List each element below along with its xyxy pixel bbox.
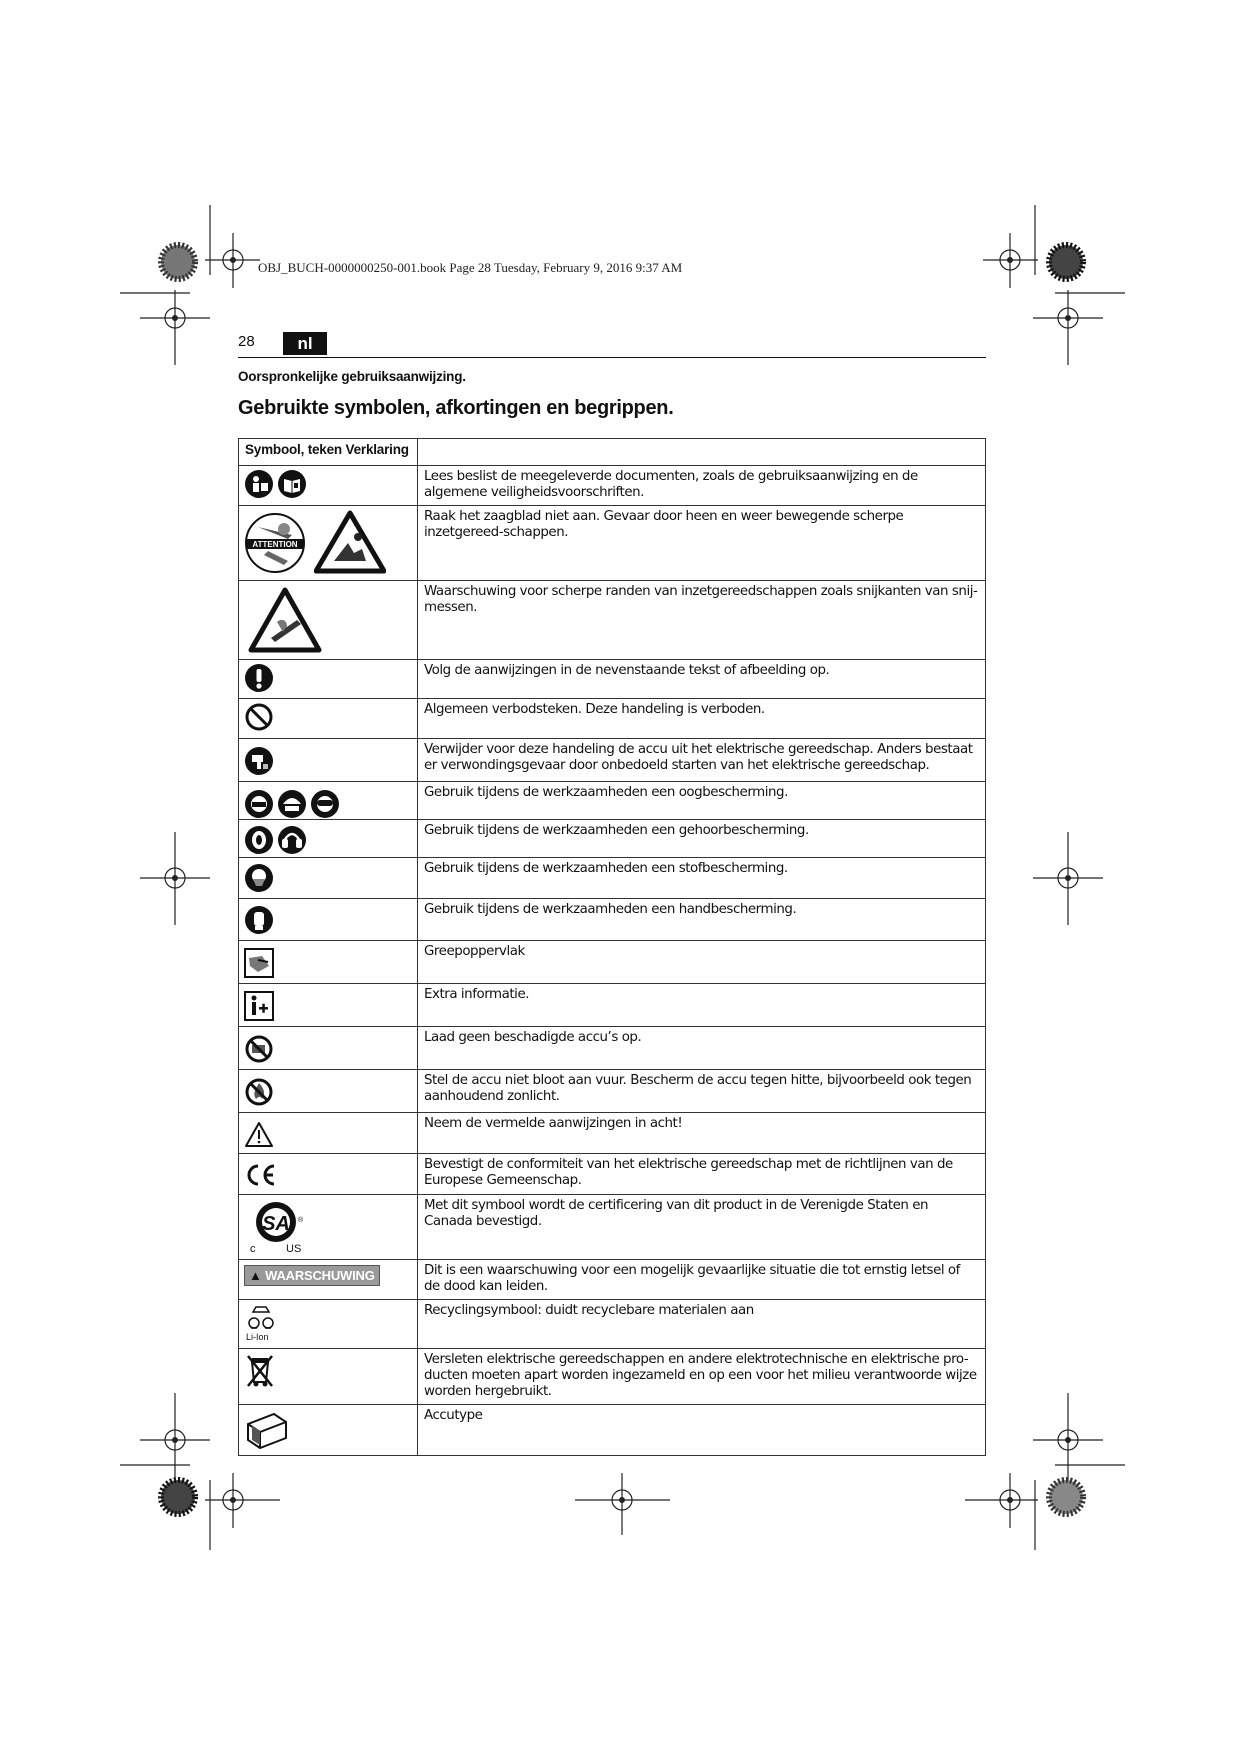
table-row: [239, 466, 986, 506]
no-fire-battery-icon: [244, 1077, 274, 1107]
symbol-cell: [239, 1260, 418, 1300]
description-cell: Dit is een waarschuwing voor een mogelijk gevaarlijke situatie die tot ernstig letsel of de dood kan leiden.: [418, 1260, 986, 1300]
symbol-cell: [239, 581, 418, 660]
language-badge: nl: [283, 332, 327, 355]
symbol-cell: [239, 699, 418, 739]
table-row: [239, 820, 986, 858]
description-cell: Gebruik tijdens de werkzaamheden een handbescherming.: [418, 899, 986, 941]
svg-text:®: ®: [298, 1217, 304, 1224]
symbol-cell: [239, 1300, 418, 1349]
description-cell: Recyclingsymbool: duidt recyclebare materialen aan: [418, 1300, 986, 1349]
symbol-cell: [239, 1349, 418, 1405]
ce-mark-icon: [244, 1161, 278, 1189]
read-manual-icons: [244, 469, 412, 499]
table-row: [239, 782, 986, 820]
safety-goggles-icon: [310, 789, 340, 819]
battery-type-icon: [244, 1408, 290, 1450]
symbol-cell: [239, 466, 418, 506]
symbol-cell: [239, 1070, 418, 1113]
table-row: [239, 941, 986, 984]
table-row: [239, 1070, 986, 1113]
table-row: [239, 1113, 986, 1154]
face-shield-icon: [244, 789, 274, 819]
description-cell: Gebruik tijdens de werkzaamheden een oogbescherming.: [418, 782, 986, 820]
description-cell: Neem de vermelde aanwijzingen in acht!: [418, 1113, 986, 1154]
symbol-cell: [239, 782, 418, 820]
header-rule: [238, 357, 986, 358]
table-row: [239, 984, 986, 1027]
table-row: [239, 739, 986, 782]
ear-protection-icons: [244, 825, 412, 855]
description-cell: Extra informatie.: [418, 984, 986, 1027]
manual-book-icon: [277, 469, 307, 499]
csa-c-label: c: [250, 1243, 256, 1254]
gloves-icon: [244, 905, 274, 935]
table-row: [239, 699, 986, 739]
attention-blade-icons: [244, 509, 412, 575]
table-row: [239, 1154, 986, 1195]
table-row: [239, 858, 986, 899]
page-number: 28: [238, 333, 255, 350]
table-header-row: [239, 439, 986, 466]
symbol-table: [238, 438, 986, 1456]
eye-protection-icons: [244, 789, 412, 819]
table-header: Symbool, teken Verklaring: [239, 439, 418, 466]
read-instructions-icon: [244, 469, 274, 499]
symbol-cell: [239, 820, 418, 858]
warning-label-text: WAARSCHUWING: [265, 1268, 375, 1283]
csa-mark-icon: [246, 1198, 310, 1254]
table-row: [239, 1405, 986, 1456]
table-row: [239, 1195, 986, 1260]
recycling-li-ion-icon: [244, 1303, 278, 1343]
description-cell: Lees beslist de meegeleverde documenten, zoals de gebruiksaanwijzing en de algemene veiligheidsvoorschriften.: [418, 466, 986, 506]
symbol-cell: [239, 660, 418, 699]
prohibition-icon: [244, 702, 274, 732]
table-row: [239, 1349, 986, 1405]
description-cell: Gebruik tijdens de werkzaamheden een gehoorbescherming.: [418, 820, 986, 858]
description-cell: Versleten elektrische gereedschappen en andere elektrotechnische en elektrische pro-ducten moeten apart worden ingezameld en op een voor het milieu verantwoorde wijze worden hergebruikt.: [418, 1349, 986, 1405]
description-cell: Waarschuwing voor scherpe randen van inzetgereedschappen zoals snijkanten van snij-messen.: [418, 581, 986, 660]
symbol-cell: [239, 899, 418, 941]
table-row: [239, 899, 986, 941]
symbol-cell: [239, 1195, 418, 1260]
symbol-cell: [239, 739, 418, 782]
symbol-cell: [239, 506, 418, 581]
symbol-cell: [239, 1113, 418, 1154]
table-row: [239, 1300, 986, 1349]
description-cell: Volg de aanwijzingen in de nevenstaande tekst of afbeelding op.: [418, 660, 986, 699]
table-row: [239, 1260, 986, 1300]
attention-saw-icon: [244, 509, 306, 575]
print-header: OBJ_BUCH-0000000250-001.book Page 28 Tuesday, February 9, 2016 9:37 AM: [258, 260, 683, 275]
table-row: [239, 506, 986, 581]
ear-muffs-icon: [277, 825, 307, 855]
symbol-cell: [239, 984, 418, 1027]
attention-label: ATTENTION: [252, 540, 298, 549]
sharp-edges-warning-icon: [247, 584, 323, 654]
description-cell: Algemeen verbodsteken. Deze handeling is verboden.: [418, 699, 986, 739]
section-title: Gebruikte symbolen, afkortingen en begrippen.: [238, 397, 674, 419]
csa-us-label: US: [286, 1243, 302, 1254]
info-icon: [244, 991, 274, 1021]
symbol-cell: [239, 858, 418, 899]
safety-helmet-visor-icon: [277, 789, 307, 819]
table-row: [239, 581, 986, 660]
symbol-cell: [239, 1154, 418, 1195]
description-cell: Laad geen beschadigde accu’s op.: [418, 1027, 986, 1070]
li-ion-label: Li-Ion: [246, 1332, 269, 1342]
symbol-cell: [239, 941, 418, 984]
symbol-cell: [239, 1405, 418, 1456]
table-row: [239, 660, 986, 699]
warning-triangle-icon: ▲: [249, 1268, 262, 1283]
description-cell: Gebruik tijdens de werkzaamheden een stofbescherming.: [418, 858, 986, 899]
description-cell: Bevestigt de conformiteit van het elektrische gereedschap met de richtlijnen van de Europese Gemeenschap.: [418, 1154, 986, 1195]
description-cell: Met dit symbool wordt de certificering van dit product in de Verenigde Staten en Canada bevestigd.: [418, 1195, 986, 1260]
description-cell: Accutype: [418, 1405, 986, 1456]
blade-hazard-icon: [314, 509, 386, 575]
symbol-cell: [239, 1027, 418, 1070]
grip-surface-icon: [244, 948, 274, 978]
weee-bin-icon: [244, 1352, 276, 1390]
description-cell: Greepoppervlak: [418, 941, 986, 984]
mandatory-exclamation-icon: [244, 663, 274, 693]
description-cell: Raak het zaagblad niet aan. Gevaar door heen en weer bewegende scherpe inzetgereed-schappen.: [418, 506, 986, 581]
no-damaged-battery-icon: [244, 1034, 274, 1064]
caution-triangle-icon: [244, 1120, 274, 1148]
remove-battery-icon: [244, 746, 274, 776]
warning-label-icon: [244, 1265, 380, 1286]
dust-mask-icon: [244, 863, 274, 893]
table-row: [239, 1027, 986, 1070]
description-cell: Stel de accu niet bloot aan vuur. Bescherm de accu tegen hitte, bijvoorbeeld ook tegen aanhoudend zonlicht.: [418, 1070, 986, 1113]
description-cell: Verwijder voor deze handeling de accu uit het elektrische gereedschap. Anders bestaat er verwondingsgevaar door onbedoeld starten van het elektrische gereedschap.: [418, 739, 986, 782]
table-header-empty: [418, 439, 986, 466]
document-subtitle: Oorspronkelijke gebruiksaanwijzing.: [238, 369, 466, 384]
svg-text:SA: SA: [262, 1213, 290, 1235]
ear-plugs-icon: [244, 825, 274, 855]
